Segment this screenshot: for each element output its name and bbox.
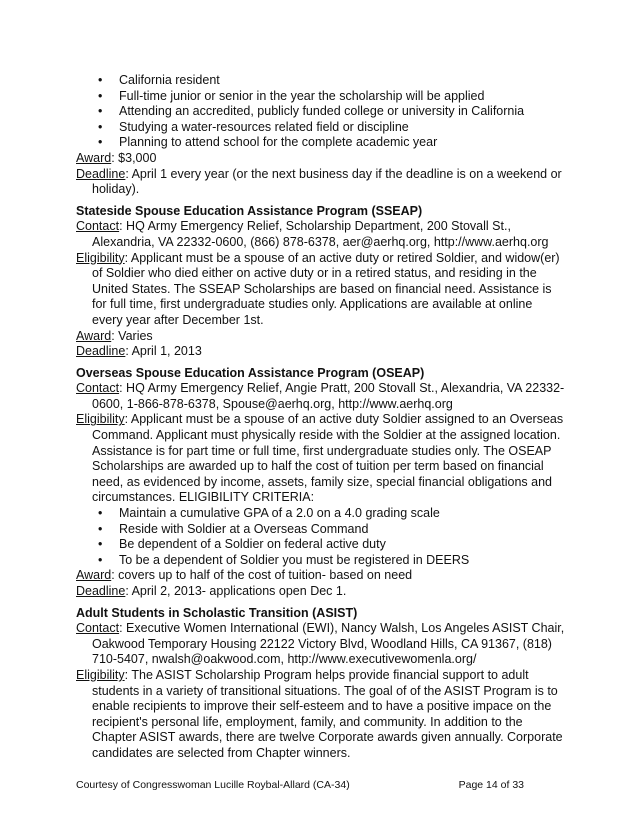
list-item: • Maintain a cumulative GPA of a 2.0 on a 4.0 grading scale <box>76 506 566 522</box>
eligibility-value: : Applicant must be a spouse of an active duty or retired Soldier, and widow(er) of Soldier who died either on active duty or in a retired status, and residing in the United States. The SSEAP Scholarships are based on financial need. Assistance is for full time, first undergraduate studies only. Applications are available at online every year after December 1st. <box>92 250 560 327</box>
award-value: : covers up to half of the cost of tuition- based on need <box>111 568 413 583</box>
deadline-value: : April 2, 2013- applications open Dec 1. <box>125 584 347 598</box>
contact-label: Contact <box>76 381 120 396</box>
eligibility-line <box>76 412 566 506</box>
award-label: Award <box>76 568 112 583</box>
eligibility-line <box>76 251 566 329</box>
award-line <box>76 568 566 584</box>
list-item: • Studying a water-resources related field or discipline <box>76 120 566 136</box>
contact-value: : HQ Army Emergency Relief, Scholarship Department, 200 Stovall St., Alexandria, VA 22332-0600, (866) 878-6378, aer@aerhq.org, http://www.aerhq.org <box>92 219 549 249</box>
deadline-label: Deadline <box>76 584 126 598</box>
list-item: • Reside with Soldier at a Overseas Command <box>76 522 566 538</box>
list-item: • Full-time junior or senior in the year the scholarship will be applied <box>76 89 566 105</box>
list-item: • Planning to attend school for the complete academic year <box>76 135 566 151</box>
award-value: : Varies <box>111 328 153 343</box>
eligibility-label: Eligibility <box>76 250 125 265</box>
contact-label: Contact <box>76 621 120 636</box>
eligibility-value: : The ASIST Scholarship Program helps provide financial support to adult students in a variety of transitional situations. The goal of of the ASIST Program is to enable recipients to improve their self-esteem and to have a positive impace on the recipient's personal life, employment, family, and community. In addition to the Chapter ASIST awards, there are twelve Corporate awards given annually. Corporate candidates are selected from Chapter winners. <box>92 667 563 760</box>
contact-line <box>76 219 566 250</box>
contact-line <box>76 621 566 668</box>
deadline-value: : April 1 every year (or the next business day if the deadline is on a weekend or holiday). <box>92 166 562 197</box>
award-label: Award <box>76 328 112 343</box>
award-value: : $3,000 <box>111 150 157 165</box>
deadline-label: Deadline <box>76 166 126 181</box>
eligibility-value: : Applicant must be a spouse of an active duty Soldier assigned to an Overseas Command. Applicant must physically reside with the Soldier at the assigned location. Assistance is for part time or full time, first undergraduate studies only. The OSEAP Scholarships are awarded up to half the cost of tuition per term based on financial need, as evidenced by income, assets, family size, special financial obligations and circumstances. ELIGIBILITY CRITERIA: <box>92 412 564 505</box>
eligibility-label: Eligibility <box>76 412 125 427</box>
section-title-asist: Adult Students in Scholastic Transition (ASIST) <box>76 605 358 620</box>
section-title-sseap: Stateside Spouse Education Assistance Program (SSEAP) <box>76 203 423 218</box>
footer-courtesy: Courtesy of Congresswoman Lucille Roybal-Allard (CA-34) <box>76 779 350 791</box>
deadline-line <box>76 344 566 360</box>
list-item: • California resident <box>76 73 566 89</box>
contact-label: Contact <box>76 219 120 234</box>
list-item: • To be a dependent of Soldier you must be registered in DEERS <box>76 553 566 569</box>
eligibility-label: Eligibility <box>76 667 125 682</box>
award-label: Award <box>76 150 112 165</box>
award-line <box>76 329 566 345</box>
contact-value: : HQ Army Emergency Relief, Angie Pratt, 200 Stovall St., Alexandria, VA 22332-0600, 1-866-878-6378, Spouse@aerhq.org, http://www.aerhq.org <box>92 381 565 411</box>
list-item: • Attending an accredited, publicly funded college or university in California <box>76 104 566 120</box>
award-line <box>76 151 566 167</box>
page-number: Page 14 of 33 <box>458 779 524 791</box>
page-content <box>76 73 566 762</box>
list-item: • Be dependent of a Soldier on federal active duty <box>76 537 566 553</box>
eligibility-line <box>76 668 566 762</box>
deadline-label: Deadline <box>76 344 126 359</box>
section-title-oseap: Overseas Spouse Education Assistance Program (OSEAP) <box>76 365 425 380</box>
requirements-list <box>76 73 566 151</box>
contact-line <box>76 381 566 412</box>
deadline-value: : April 1, 2013 <box>125 344 202 359</box>
criteria-list <box>76 506 566 568</box>
deadline-line <box>76 584 566 600</box>
deadline-line <box>76 167 566 198</box>
contact-value: : Executive Women International (EWI), Nancy Walsh, Los Angeles ASIST Chair, Oakwood Temporary Housing 22122 Victory Blvd, Woodland Hills, CA 91367, (818) 710-5407, nwalsh@oakwood.com, http://www.executivewomenla.org/ <box>92 621 565 667</box>
